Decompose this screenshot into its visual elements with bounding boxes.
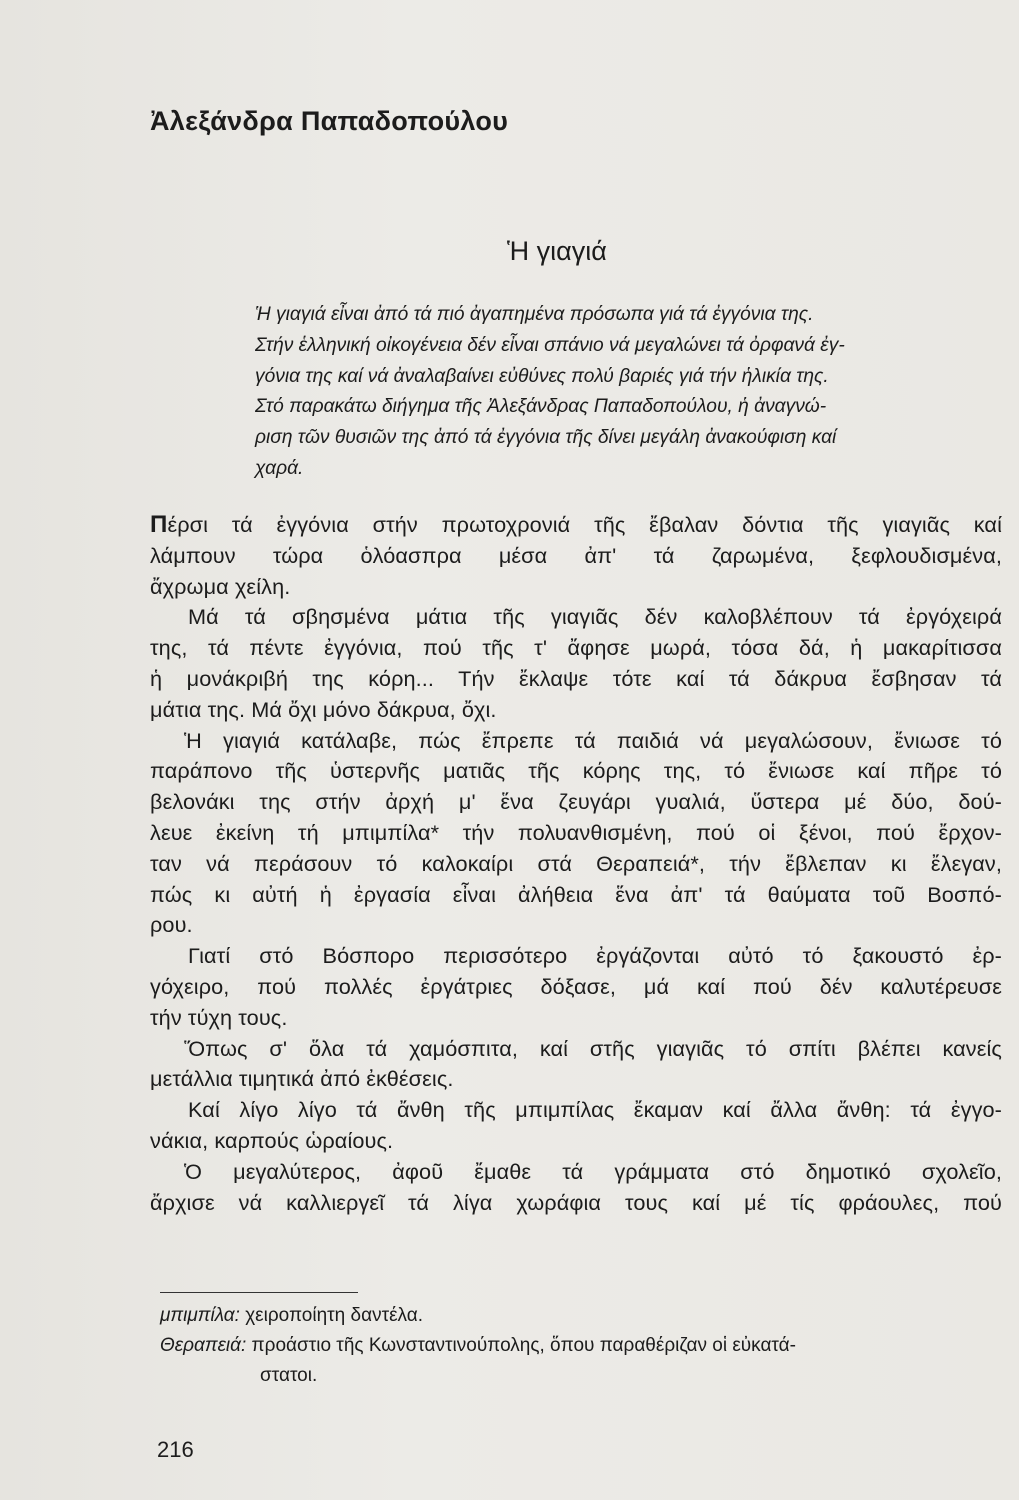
story-line: Καί λίγο λίγο τά ἄνθη τῆς μπιμπίλας ἔκαμαν καί ἄλλα ἄνθη: τά ἐγγο- <box>188 1097 1002 1123</box>
story-line: ρου. <box>150 912 193 938</box>
drop-cap: Π <box>150 511 168 538</box>
story-title: Ἡ γιαγιά <box>507 236 607 266</box>
story-line: Ὁ μεγαλύτερος, ἀφοῦ ἔμαθε τά γράμματα στό δημοτικό σχολεῖο, <box>184 1158 1002 1184</box>
intro-line: Στήν ἑλληνική οἰκογένεια δέν εἶναι σπάνιο νά μεγαλώνει τά ὀρφανά ἐγ- <box>255 334 845 356</box>
page-number: 216 <box>157 1437 194 1462</box>
intro-line: Στό παρακάτω διήγημα τῆς Ἀλεξάνδρας Παπαδοπούλου, ἡ ἀναγνώ- <box>255 396 827 418</box>
story-line <box>150 510 1002 541</box>
story-line: Μά τά σβησμένα μάτια τῆς γιαγιᾶς δέν καλοβλέπουν τά ἐργόχειρά <box>188 604 1002 630</box>
story-line: ἡ μονάκριβή της κόρη... Τήν ἔκλαψε τότε καί τά δάκρυα ἔσβησαν τά <box>150 665 1002 691</box>
story-line: τήν τύχη τους. <box>150 1004 288 1030</box>
story-line: μετάλλια τιμητικά ἀπό ἐκθέσεις. <box>150 1066 454 1092</box>
footnote-term: μπιμπίλα: <box>160 1305 240 1326</box>
intro-paragraph <box>255 300 997 485</box>
story-line: ἄρχισε νά καλλιεργεῖ τά λίγα χωράφια τους καί μέ τίς φράουλες, πού <box>150 1189 1002 1215</box>
footnote-term: Θεραπειά: <box>160 1335 247 1356</box>
story-line: μάτια της. Μά ὄχι μόνο δάκρυα, ὄχι. <box>150 696 497 722</box>
story-line: νάκια, καρπούς ὡραίους. <box>150 1127 394 1153</box>
story-body <box>150 510 1002 1218</box>
intro-line: ριση τῶν θυσιῶν της ἀπό τά ἐγγόνια τῆς δίνει μεγάλη ἀνακούφιση καί <box>255 427 837 449</box>
story-line: της, τά πέντε ἐγγόνια, πού τῆς τ' ἄφησε μωρά, τόσα δά, ἡ μακαρίτισσα <box>150 635 1002 661</box>
intro-line: χαρά. <box>255 457 304 479</box>
story-line: λευε ἐκείνη τή μπιμπίλα* τήν πολυανθισμένη, πού οἱ ξένοι, πού ἔρχον- <box>150 819 1002 845</box>
footnote-text: προάστιο τῆς Κωνσταντινούπολης, ὅπου παραθέριζαν οἱ εὐκατά- <box>246 1335 796 1356</box>
story-line: παράπονο τῆς ὑστερνῆς ματιᾶς τῆς κόρης της, τό ἔνιωσε καί πῆρε τό <box>150 758 1002 784</box>
story-line: Ἡ γιαγιά κατάλαβε, πώς ἔπρεπε τά παιδιά νά μεγαλώσουν, ἔνιωσε τό <box>184 727 1002 753</box>
footnote-divider <box>160 1292 358 1293</box>
story-line: λάμπουν τώρα ὁλόασπρα μέσα ἀπ' τά ζαρωμένα, ξεφλουδισμένα, <box>150 542 1002 568</box>
author-name: Ἀλεξάνδρα Παπαδοπούλου <box>150 106 509 136</box>
story-line: ἄχρωμα χείλη. <box>150 573 291 599</box>
footnote <box>160 1331 1005 1361</box>
footnote-text: χειροποίητη δαντέλα. <box>239 1305 424 1326</box>
story-line: πώς κι αὐτή ἡ ἐργασία εἶναι ἀλήθεια ἕνα ἀπ' τά θαύματα τοῦ Βοσπό- <box>150 881 1002 907</box>
footnote <box>160 1301 1005 1331</box>
story-line: βελονάκι της στήν ἀρχή μ' ἕνα ζευγάρι γυαλιά, ὕστερα μέ δύο, δού- <box>150 789 1002 815</box>
story-line: γόχειρο, πού πολλές ἐργάτριες δόξασε, μά καί πού δέν καλυτέρευσε <box>150 973 1002 999</box>
footnotes <box>160 1301 1005 1391</box>
footnote-continuation: στατοι. <box>260 1365 318 1386</box>
intro-line: Ἡ γιαγιά εἶναι ἀπό τά πιό ἀγαπημένα πρόσωπα γιά τά ἐγγόνια της. <box>255 304 814 325</box>
story-line: Ὅπως σ' ὅλα τά χαμόσπιτα, καί στῆς γιαγιᾶς τό σπίτι βλέπει κανείς <box>184 1035 1002 1061</box>
first-line-text: έρσι τά ἐγγόνια στήν πρωτοχρονιά τῆς ἔβαλαν δόντια τῆς γιαγιᾶς καί <box>167 512 1002 537</box>
intro-line: γόνια της καί νά ἀναλαβαίνει εὐθύνες πολύ βαριές γιά τήν ἡλικία της. <box>255 365 829 387</box>
story-line: Γιατί στό Βόσπορο περισσότερο ἐργάζονται αὐτό τό ξακουστό ἐρ- <box>188 943 1002 969</box>
story-line: ταν νά περάσουν τό καλοκαίρι στά Θεραπειά*, τήν ἔβλεπαν κι ἔλεγαν, <box>150 850 1002 876</box>
